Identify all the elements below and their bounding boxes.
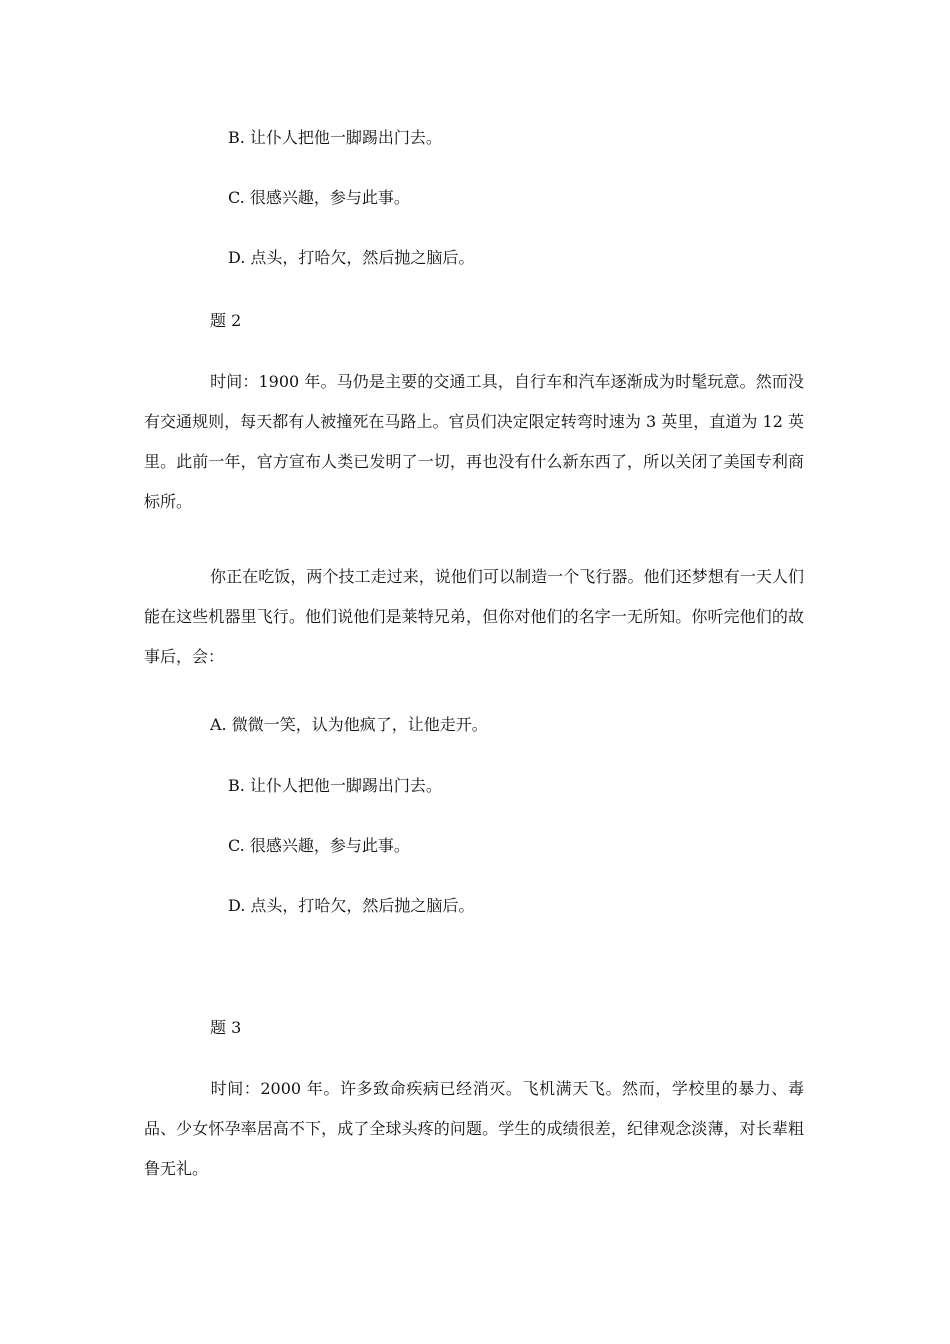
option-a: A. 微微一笑，认为他疯了，让他走开。 bbox=[210, 715, 488, 734]
question-scenario bbox=[144, 557, 804, 677]
option-d: D. 点头，打哈欠，然后抛之脑后。 bbox=[228, 896, 475, 915]
option-b: B. 让仆人把他一脚踢出门去。 bbox=[228, 776, 442, 795]
option-d: D. 点头，打哈欠，然后抛之脑后。 bbox=[228, 248, 475, 267]
question-heading: 题 2 bbox=[210, 311, 242, 330]
context-text: 时间：2000 年。许多致命疾病已经消灭。飞机满天飞。然而，学校里的暴力、毒品、少女怀孕率居高不下，成了全球头疼的问题。学生的成绩很差，纪律观念淡薄，对长辈粗鲁无礼。 bbox=[144, 1079, 804, 1178]
question-context bbox=[144, 362, 804, 522]
option-c: C. 很感兴趣，参与此事。 bbox=[228, 836, 410, 855]
question-heading: 题 3 bbox=[210, 1018, 242, 1037]
option-c: C. 很感兴趣，参与此事。 bbox=[228, 188, 410, 207]
context-text: 时间：1900 年。马仍是主要的交通工具，自行车和汽车逐渐成为时髦玩意。然而没有交通规则，每天都有人被撞死在马路上。官员们决定限定转弯时速为 3 英里，直道为 12 英里。此前一年，官方宣布人类已发明了一切，再也没有什么新东西了，所以关闭了美国专利商标所。 bbox=[144, 372, 804, 511]
question-context bbox=[144, 1069, 804, 1189]
scenario-text: 你正在吃饭，两个技工走过来，说他们可以制造一个飞行器。他们还梦想有一天人们能在这些机器里飞行。他们说他们是莱特兄弟，但你对他们的名字一无所知。你听完他们的故事后，会： bbox=[144, 567, 804, 666]
option-b: B. 让仆人把他一脚踢出门去。 bbox=[228, 128, 442, 147]
